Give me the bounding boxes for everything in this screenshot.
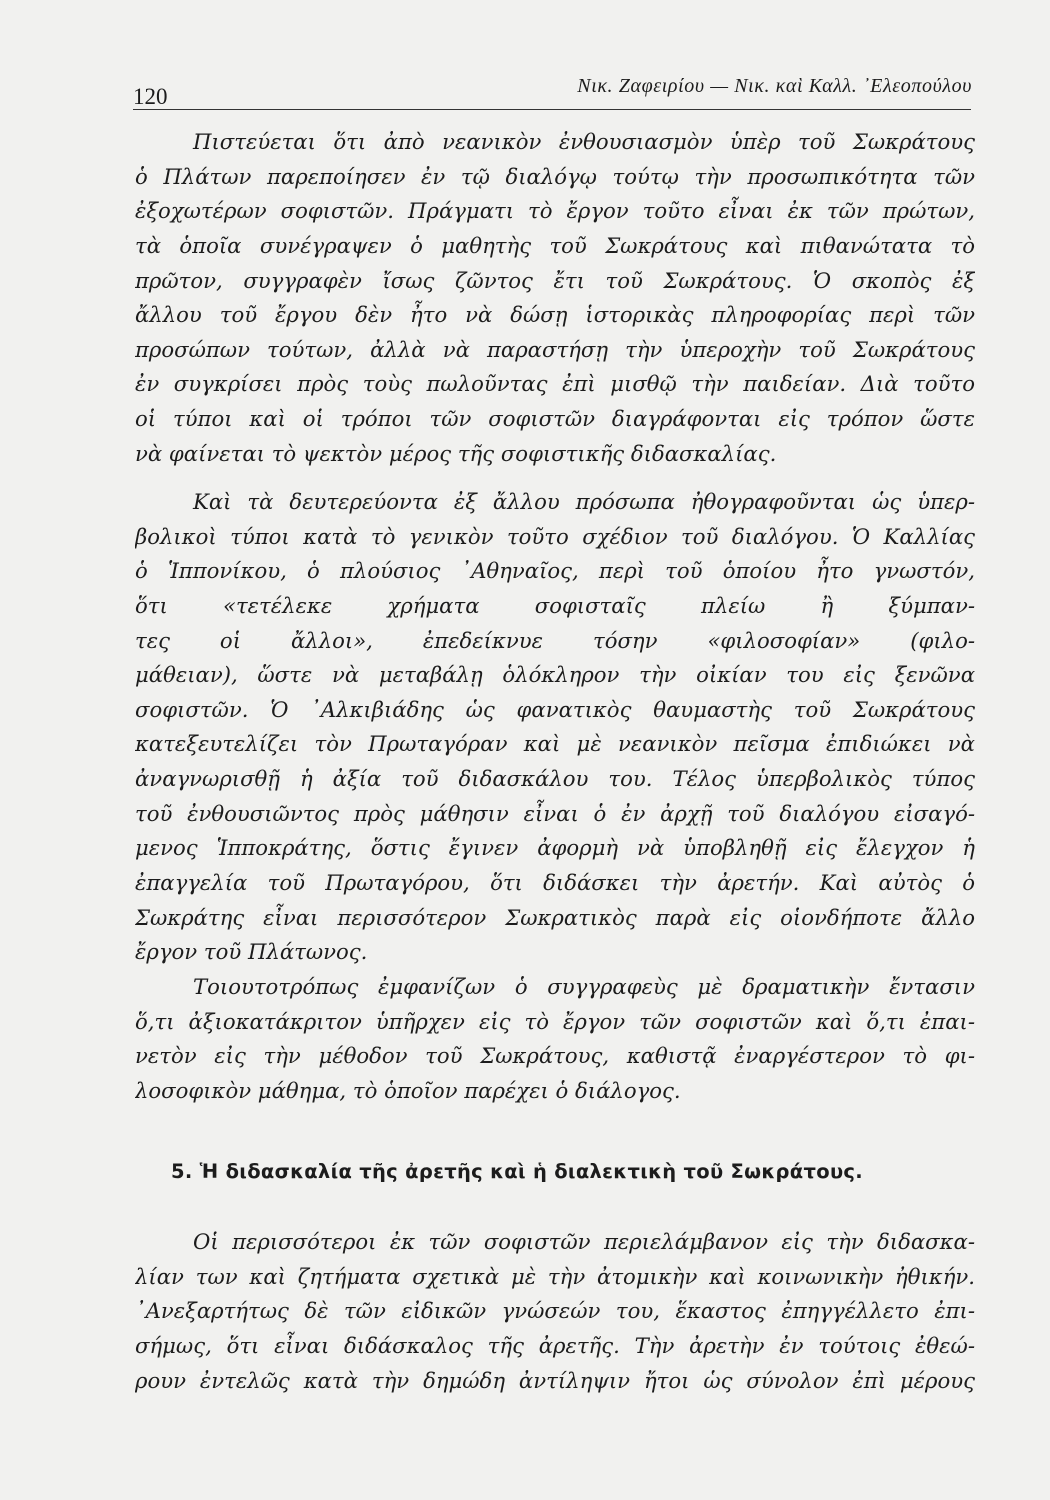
text-line: σήμως, ὅτι εἶναι διδάσκαλος τῆς ἀρετῆς. Τὴν ἀρετὴν ἐν τούτοις ἐθεώ- [135, 1332, 975, 1358]
text-line: ὅτι «τετέλεκε χρήματα σοφισταῖς πλείω ἢ ξύμπαν- [135, 592, 975, 618]
text-line: τες οἱ ἄλλοι», ἐπεδείκνυε τόσην «φιλοσοφίαν» (φιλο- [135, 627, 975, 653]
text-line: λίαν των καὶ ζητήματα σχετικὰ μὲ τὴν ἀτομικὴν καὶ κοινωνικὴν ἠθικήν. [135, 1263, 975, 1289]
text-line: σοφιστῶν. Ὁ ᾿Αλκιβιάδης ὡς φανατικὸς θαυμαστὴς τοῦ Σωκράτους [135, 696, 975, 722]
text-line: τοῦ ἐνθουσιῶντος πρὸς μάθησιν εἶναι ὁ ἐν ἀρχῇ τοῦ διαλόγου εἰσαγό- [135, 800, 975, 826]
text-line: ἄλλου τοῦ ἔργου δὲν ἦτο νὰ δώσῃ ἱστορικὰς πληροφορίας περὶ τῶν [135, 302, 975, 328]
text-line: Καὶ τὰ δευτερεύοντα ἐξ ἄλλου πρόσωπα ἠθογραφοῦνται ὡς ὑπερ- [193, 489, 975, 514]
text-line: Τοιουτοτρόπως ἐμφανίζων ὁ συγγραφεὺς μὲ δραματικὴν ἔντασιν [193, 974, 975, 999]
text-line: Πιστεύεται ὅτι ἀπὸ νεανικὸν ἐνθουσιασμὸν ὑπὲρ τοῦ Σωκράτους [193, 129, 975, 154]
text-line: οἱ τύποι καὶ οἱ τρόποι τῶν σοφιστῶν διαγράφονται εἰς τρόπον ὥστε [135, 406, 975, 432]
text-line: ἐν συγκρίσει πρὸς τοὺς πωλοῦντας ἐπὶ μισθῷ τὴν παιδείαν. Διὰ τοῦτο [135, 371, 975, 397]
text-line: νὰ φαίνεται τὸ ψεκτὸν μέρος τῆς σοφιστικῆς διδασκαλίας. [135, 440, 777, 466]
text-line: προσώπων τούτων, ἀλλὰ νὰ παραστήσῃ τὴν ὑπεροχὴν τοῦ Σωκράτους [135, 336, 975, 362]
running-head: Νικ. Ζαφειρίου — Νικ. καὶ Καλλ. ᾿Ελεοπούλου [577, 75, 972, 97]
text-line: βολικοὶ τύποι κατὰ τὸ γενικὸν τοῦτο σχέδιον τοῦ διαλόγου. Ὁ Καλλίας [135, 523, 975, 549]
page-number: 120 [133, 84, 168, 109]
text-line: ὅ,τι ἀξιοκατάκριτον ὑπῆρχεν εἰς τὸ ἔργον τῶν σοφιστῶν καὶ ὅ,τι ἐπαι- [135, 1008, 975, 1034]
text-line: λοσοφικὸν μάθημα, τὸ ὁποῖον παρέχει ὁ διάλογος. [135, 1077, 681, 1103]
text-line: νετὸν εἰς τὴν μέθοδον τοῦ Σωκράτους, καθιστᾷ ἐναργέστερον τὸ φι- [135, 1043, 975, 1069]
text-line: τὰ ὁποῖα συνέγραψεν ὁ μαθητὴς τοῦ Σωκράτους καὶ πιθανώτατα τὸ [135, 232, 975, 258]
text-line: κατεξευτελίζει τὸν Πρωταγόραν καὶ μὲ νεανικὸν πεῖσμα ἐπιδιώκει νὰ [135, 731, 975, 757]
paragraph-2 [135, 485, 975, 970]
text-line: Οἱ περισσότεροι ἐκ τῶν σοφιστῶν περιελάμβανον εἰς τὴν διδασκα- [193, 1229, 975, 1254]
text-line: ὁ Ἱππονίκου, ὁ πλούσιος ᾿Αθηναῖος, περὶ τοῦ ὁποίου ἦτο γνωστόν, [135, 558, 975, 584]
text-line: ἐπαγγελία τοῦ Πρωταγόρου, ὅτι διδάσκει τὴν ἀρετήν. Καὶ αὐτὸς ὁ [135, 870, 975, 896]
text-line: ἔργον τοῦ Πλάτωνος. [135, 939, 368, 965]
text-line: ἀναγνωρισθῇ ἡ ἀξία τοῦ διδασκάλου του. Τέλος ὑπερβολικὸς τύπος [135, 766, 975, 792]
text-line: Σωκράτης εἶναι περισσότερον Σωκρατικὸς παρὰ εἰς οἱονδήποτε ἄλλο [135, 904, 975, 930]
header-rule [133, 109, 971, 110]
text-line: ὁ Πλάτων παρεποίησεν ἐν τῷ διαλόγῳ τούτῳ τὴν προσωπικότητα τῶν [135, 163, 975, 189]
text-line: ρουν ἐντελῶς κατὰ τὴν δημώδη ἀντίληψιν ἤτοι ὡς σύνολον ἐπὶ μέρους [135, 1367, 975, 1393]
text-line: πρῶτον, συγγραφὲν ἴσως ζῶντος ἔτι τοῦ Σωκράτους. Ὁ σκοπὸς ἐξ [135, 267, 975, 293]
text-line: μενος Ἱπποκράτης, ὅστις ἔγινεν ἀφορμὴ νὰ ὑποβληθῇ εἰς ἔλεγχον ἡ [135, 835, 975, 861]
paragraph-4 [135, 1225, 975, 1398]
paragraph-1 [135, 125, 975, 471]
paragraph-3 [135, 970, 975, 1109]
text-line: μάθειαν), ὥστε νὰ μεταβάλῃ ὁλόκληρον τὴν οἰκίαν του εἰς ξενῶνα [135, 662, 975, 688]
text-line: ἐξοχωτέρων σοφιστῶν. Πράγματι τὸ ἔργον τοῦτο εἶναι ἐκ τῶν πρώτων, [135, 198, 975, 224]
section-heading: 5. Ἡ διδασκαλία τῆς ἀρετῆς καὶ ἡ διαλεκτικὴ τοῦ Σωκράτους. [171, 1160, 863, 1183]
text-line: ᾿Ανεξαρτήτως δὲ τῶν εἰδικῶν γνώσεών του, ἕκαστος ἐπηγγέλλετο ἐπι- [135, 1298, 975, 1324]
